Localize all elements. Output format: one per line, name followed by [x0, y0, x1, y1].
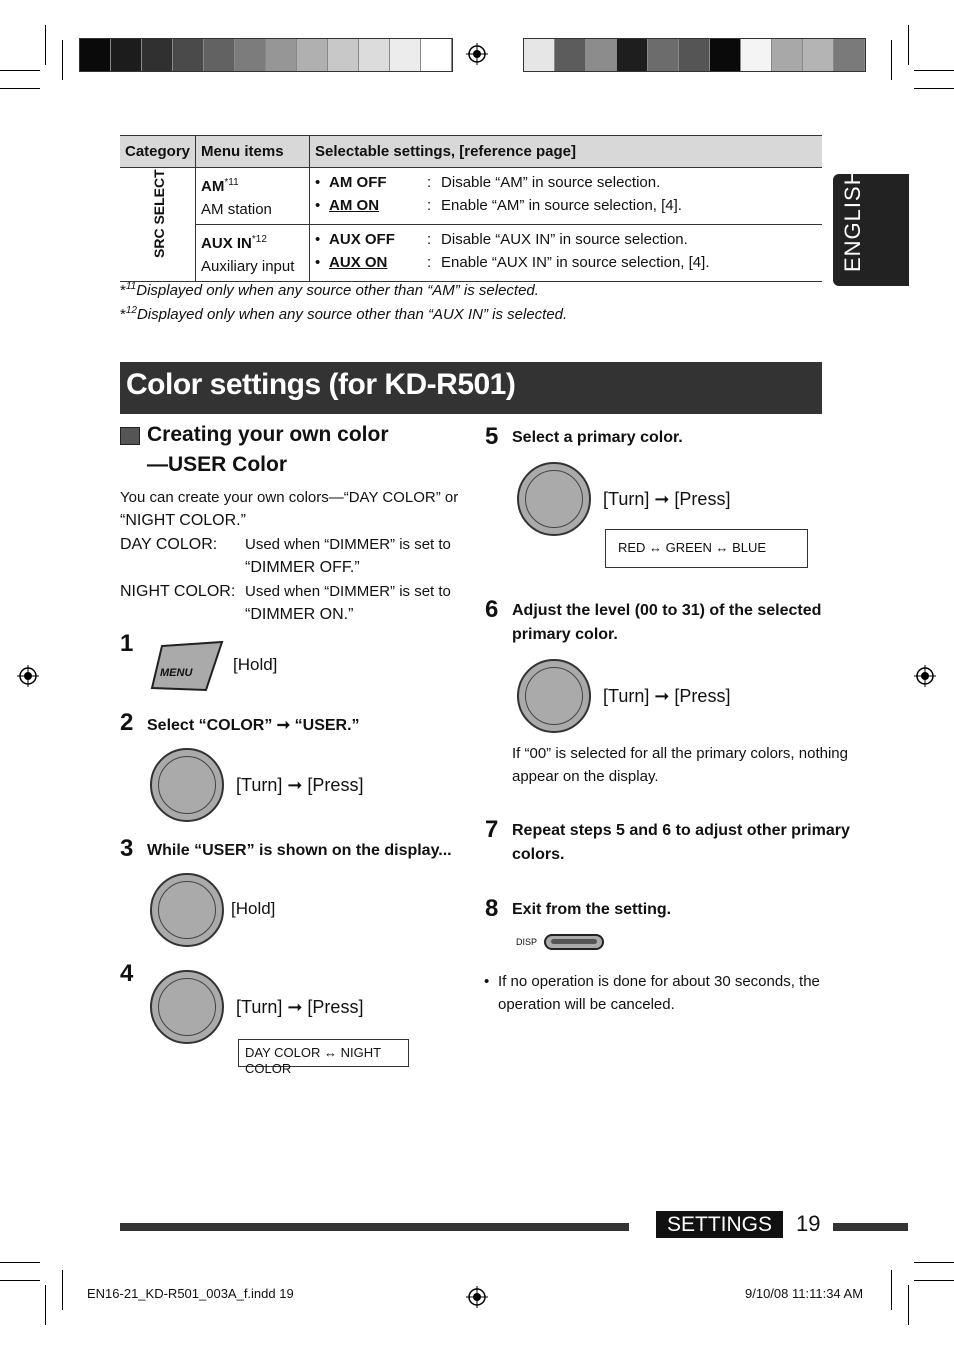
column-header: Selectable settings, [reference page]	[310, 136, 822, 168]
footnote: *$^{11}$Displayed only when any source other than “AM” is selected.	[120, 281, 539, 299]
crop-mark	[0, 1262, 40, 1263]
section-title: Color settings (for KD-R501)	[126, 368, 516, 401]
setting-desc: Enable “AM” in source selection, [4].	[441, 197, 682, 214]
intro-text: “NIGHT COLOR.”	[120, 512, 246, 529]
definition-text: Used when “DIMMER” is set to	[245, 536, 451, 553]
action-label: [Turn] ➞ [Press]	[603, 686, 731, 706]
menu-button-label: MENU	[160, 667, 193, 679]
crop-mark	[914, 88, 954, 89]
crop-mark	[914, 1280, 954, 1281]
step-instruction: Adjust the level (00 to 31) of the selected	[512, 602, 822, 619]
control-dial[interactable]	[517, 659, 591, 733]
step-instruction: Exit from the setting.	[512, 901, 672, 918]
step-instruction: Repeat steps 5 and 6 to adjust other primary	[512, 822, 850, 839]
crop-mark	[908, 1285, 909, 1325]
action-label: [Turn] ➞ [Press]	[603, 489, 731, 509]
step-instruction: colors.	[512, 846, 565, 863]
intro-text: You can create your own colors—“DAY COLOR” or	[120, 489, 459, 506]
registration-mark-icon	[466, 43, 488, 65]
step-number: 3	[120, 835, 134, 862]
bullet-icon: •	[484, 973, 490, 990]
setting-desc: Disable “AUX IN” in source selection.	[441, 231, 688, 248]
note-ref: *11	[224, 177, 239, 188]
disp-button[interactable]	[544, 934, 604, 950]
footnote: *$^{12}$Displayed only when any source other than “AUX IN” is selected.	[120, 305, 568, 323]
registration-mark-icon	[466, 1286, 488, 1308]
crop-mark	[62, 1270, 63, 1310]
setting-name: AM ON	[329, 197, 380, 214]
menu-item-cell	[196, 225, 310, 282]
footer-rule	[833, 1223, 908, 1231]
crop-mark	[0, 1280, 40, 1281]
registration-mark-icon	[17, 665, 39, 687]
menu-item-name: AM	[201, 178, 225, 195]
crop-mark	[891, 1270, 892, 1310]
display-sequence-box	[238, 1039, 409, 1076]
bullet-text: operation will be canceled.	[498, 996, 675, 1013]
step-note: If “00” is selected for all the primary colors, nothing	[512, 745, 848, 762]
settings-table	[120, 135, 822, 282]
display-sequence: DAY COLOR ↔ NIGHT COLOR	[245, 1045, 381, 1076]
crop-mark	[45, 25, 46, 65]
settings-cell: • AUX OFF : Disable “AUX IN” in source selection. • AUX ON : Enable “AUX IN” in source selection, [4].	[310, 225, 822, 282]
menu-item-name: AUX IN	[201, 235, 252, 252]
definition-label: NIGHT COLOR:	[120, 583, 236, 600]
step-number: 8	[485, 895, 499, 922]
step-number: 7	[485, 816, 499, 843]
note-ref: *12	[251, 234, 267, 245]
subsection-title: —USER Color	[147, 453, 288, 476]
step-instruction: Select a primary color.	[512, 429, 683, 446]
bullet-text: If no operation is done for about 30 seconds, the	[498, 973, 820, 990]
step-number: 4	[120, 960, 134, 987]
setting-name: AUX OFF	[329, 231, 395, 248]
color-bar-right	[523, 38, 866, 72]
display-sequence: RED ↔ GREEN ↔ BLUE	[618, 540, 767, 555]
step-note: appear on the display.	[512, 768, 659, 785]
control-dial[interactable]	[150, 873, 224, 947]
definition-text: “DIMMER OFF.”	[245, 559, 360, 576]
disp-button-label: DISP	[516, 937, 538, 947]
crop-mark	[914, 70, 954, 71]
settings-cell: • AM OFF : Disable “AM” in source selection. • AM ON : Enable “AM” in source selection, [4].	[310, 168, 822, 225]
step-number: 1	[120, 630, 134, 657]
action-label: [Turn] ➞ [Press]	[236, 775, 364, 795]
display-sequence-box	[605, 529, 808, 568]
crop-mark	[908, 25, 909, 65]
crop-mark	[62, 40, 63, 80]
menu-item-cell	[196, 168, 310, 225]
step-instruction: Select “COLOR” ➞ “USER.”	[147, 717, 360, 734]
action-label: [Turn] ➞ [Press]	[236, 997, 364, 1017]
step-instruction: primary color.	[512, 626, 618, 643]
definition-text: Used when “DIMMER” is set to	[245, 583, 451, 600]
control-dial[interactable]	[150, 748, 224, 822]
category-cell	[120, 168, 196, 282]
square-bullet-icon	[120, 427, 140, 445]
action-label: [Hold]	[233, 655, 278, 674]
definition-text: “DIMMER ON.”	[245, 606, 354, 623]
step-number: 5	[485, 423, 499, 450]
registration-mark-icon	[914, 665, 936, 687]
setting-desc: Enable “AUX IN” in source selection, [4].	[441, 254, 710, 271]
category-label: SRC SELECT	[151, 169, 167, 258]
crop-mark	[0, 88, 40, 89]
column-header: Menu items	[196, 136, 310, 168]
setting-desc: Disable “AM” in source selection.	[441, 174, 661, 191]
table-row	[120, 225, 822, 282]
crop-mark	[914, 1262, 954, 1263]
menu-button[interactable]	[148, 640, 226, 694]
crop-mark	[45, 1285, 46, 1325]
step-instruction: While “USER” is shown on the display...	[147, 842, 452, 859]
crop-mark	[0, 70, 40, 71]
subsection-title: Creating your own color	[147, 423, 389, 446]
section-tab: SETTINGS	[656, 1211, 783, 1238]
date-slug: 9/10/08 11:11:34 AM	[745, 1286, 864, 1301]
control-dial[interactable]	[150, 970, 224, 1044]
file-slug: EN16-21_KD-R501_003A_f.indd 19	[87, 1286, 294, 1301]
action-label: [Hold]	[231, 899, 276, 918]
menu-item-sub: AM station	[201, 201, 272, 218]
step-number: 6	[485, 596, 499, 623]
color-bar-left	[79, 38, 453, 72]
definition-label: DAY COLOR:	[120, 536, 218, 553]
table-row	[120, 168, 822, 225]
column-header: Category	[120, 136, 196, 168]
setting-name: AUX ON	[329, 254, 388, 271]
footer-rule	[120, 1223, 629, 1231]
language-label: ENGLISH	[840, 168, 865, 272]
control-dial[interactable]	[517, 462, 591, 536]
crop-mark	[891, 40, 892, 80]
page-number: 19	[796, 1211, 821, 1236]
menu-item-sub: Auxiliary input	[201, 258, 295, 275]
setting-name: AM OFF	[329, 174, 387, 191]
step-number: 2	[120, 709, 134, 736]
